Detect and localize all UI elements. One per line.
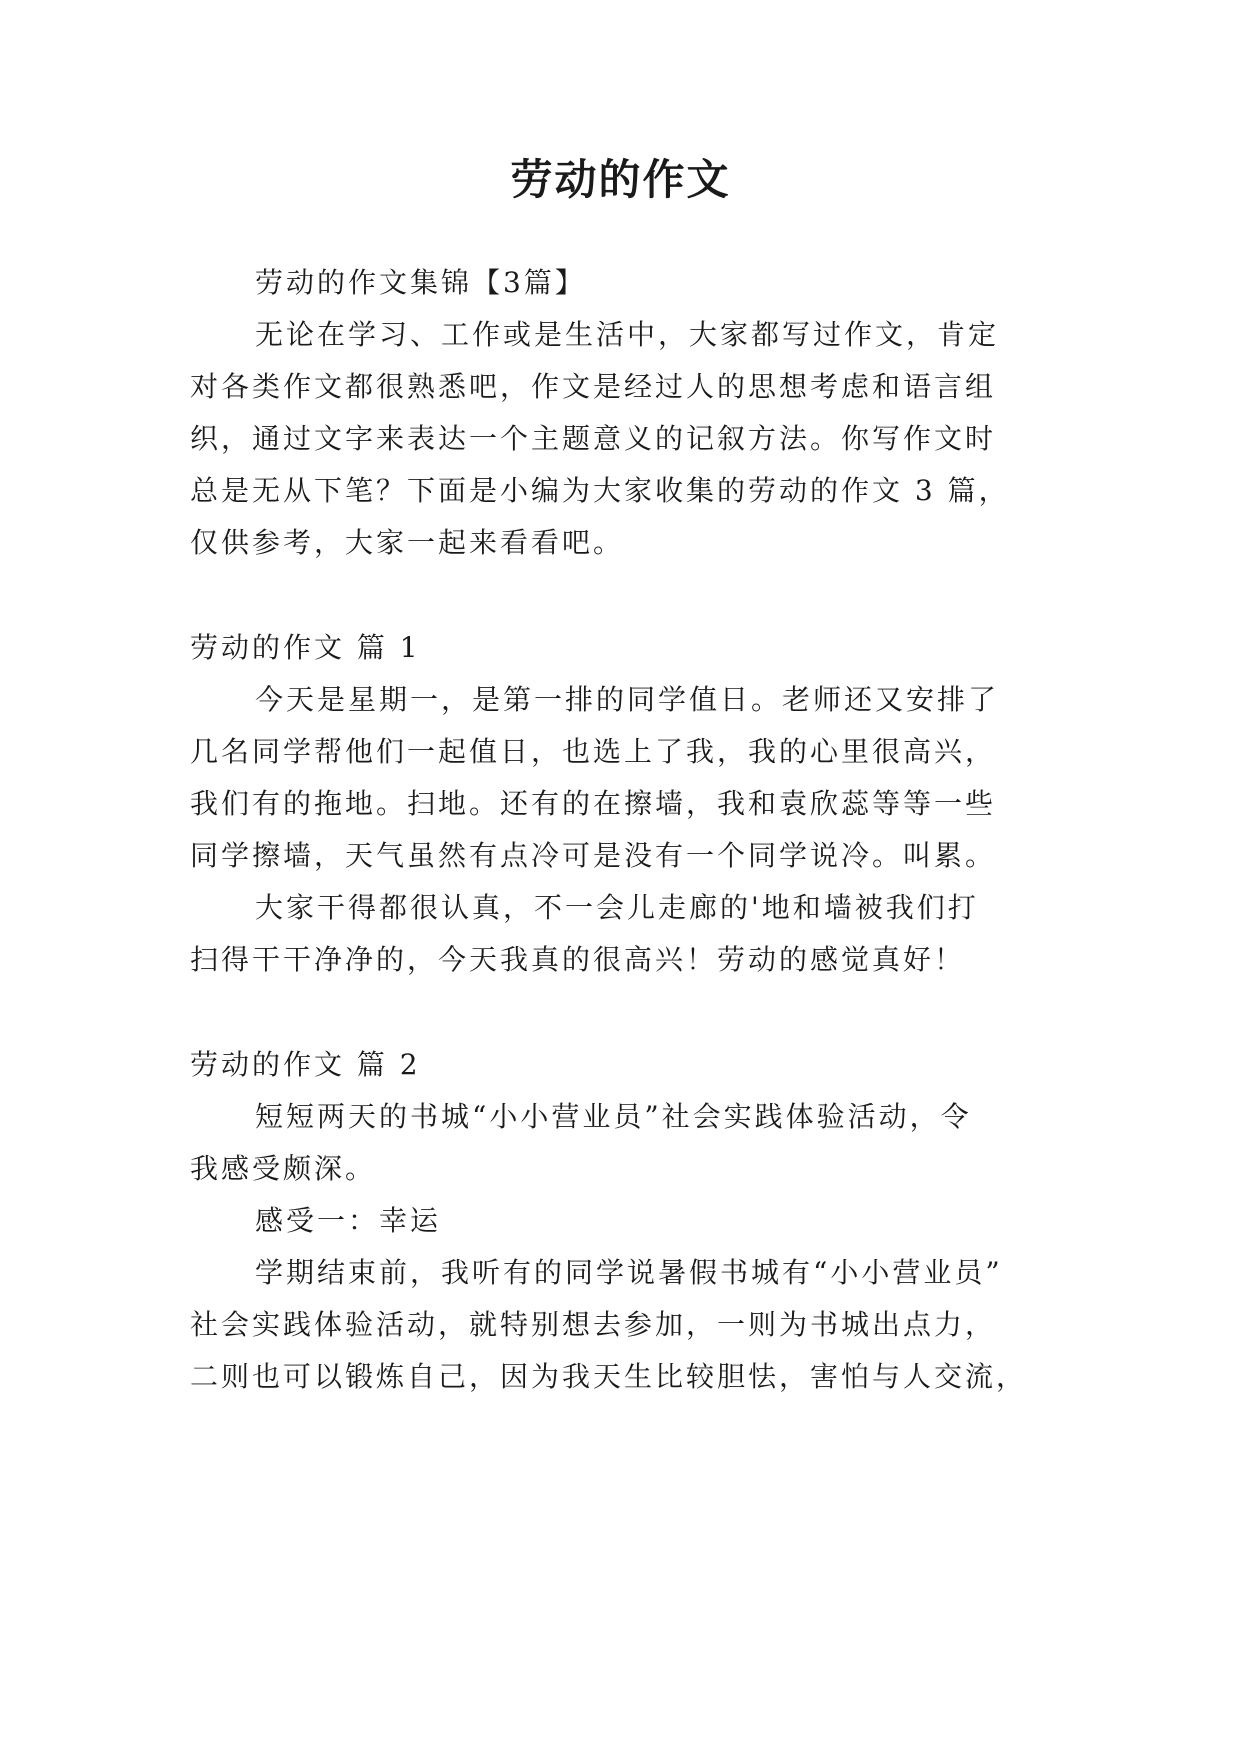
collection-heading: 劳动的作文集锦【3篇】 bbox=[255, 266, 586, 299]
intro-paragraph-line: 仅供参考，大家一起来看看吧。 bbox=[190, 526, 625, 559]
essay-1-heading: 劳动的作文 篇 1 bbox=[190, 631, 421, 664]
essay-1-line: 大家干得都很认真，不一会儿走廊的'地和墙被我们打 bbox=[255, 891, 979, 924]
essay-2-line: 社会实践体验活动，就特别想去参加，一则为书城出点力， bbox=[190, 1308, 997, 1341]
intro-paragraph-line: 总是无从下笔？下面是小编为大家收集的劳动的作文 3 篇， bbox=[190, 474, 1010, 507]
essay-1-line: 同学擦墙，天气虽然有点冷可是没有一个同学说冷。叫累。 bbox=[190, 839, 997, 872]
essay-2-line: 学期结束前，我听有的同学说暑假书城有“小小营业员” bbox=[255, 1256, 1003, 1289]
essay-1-line: 扫得干干净净的，今天我真的很高兴！劳动的感觉真好！ bbox=[190, 943, 966, 976]
document-title: 劳动的作文 bbox=[510, 155, 731, 204]
essay-2-line: 二则也可以锻炼自己，因为我天生比较胆怯，害怕与人交流， bbox=[190, 1360, 1028, 1393]
intro-paragraph-line: 无论在学习、工作或是生活中，大家都写过作文，肯定 bbox=[255, 318, 1000, 351]
essay-2-heading: 劳动的作文 篇 2 bbox=[190, 1048, 421, 1081]
essay-2-subheading: 感受一：幸运 bbox=[255, 1204, 442, 1237]
essay-1-line: 几名同学帮他们一起值日，也选上了我，我的心里很高兴， bbox=[190, 735, 997, 768]
essay-2-line: 短短两天的书城“小小营业员”社会实践体验活动，令 bbox=[255, 1100, 972, 1133]
essay-2-line: 我感受颇深。 bbox=[190, 1152, 377, 1185]
essay-1-line: 今天是星期一，是第一排的同学值日。老师还又安排了 bbox=[255, 683, 1000, 716]
intro-paragraph-line: 对各类作文都很熟悉吧，作文是经过人的思想考虑和语言组 bbox=[190, 370, 997, 403]
essay-1-line: 我们有的拖地。扫地。还有的在擦墙，我和袁欣蕊等等一些 bbox=[190, 787, 997, 820]
intro-paragraph-line: 织，通过文字来表达一个主题意义的记叙方法。你写作文时 bbox=[190, 422, 997, 455]
